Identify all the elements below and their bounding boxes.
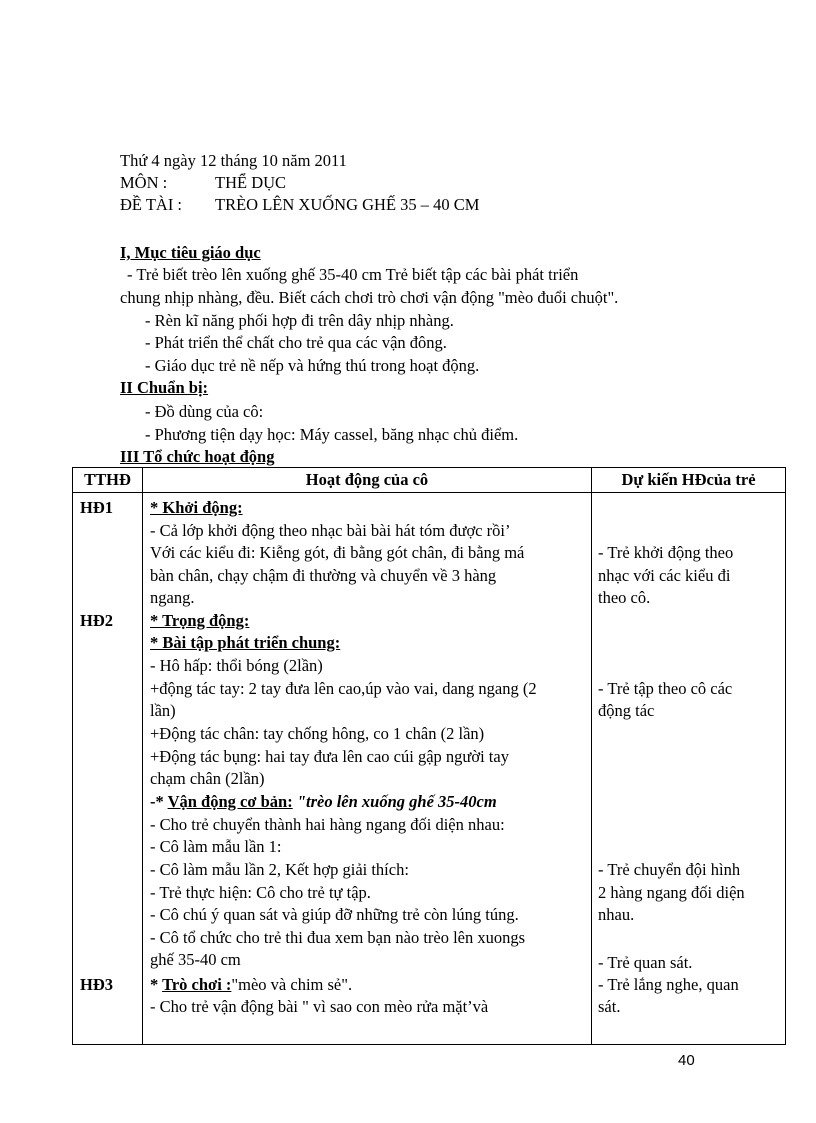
subject-line (120, 172, 286, 194)
table-header-row (73, 468, 786, 493)
teacher-cell (143, 493, 592, 1045)
topic-value: TRÈO LÊN XUỐNG GHẾ 35 – 40 CM (215, 195, 480, 214)
teacher-line: ngang. (150, 588, 195, 607)
child-line: động tác (598, 701, 655, 720)
header-stage: TTHĐ (73, 468, 143, 493)
child-line: - Trẻ quan sát. (598, 953, 693, 972)
child-line: 2 hàng ngang đối diện (598, 883, 745, 902)
teacher-line: chạm chân (2lần) (150, 769, 265, 788)
section2-item: - Phương tiện dạy học: Máy cassel, băng nhạc chủ điểm. (145, 425, 519, 444)
core-title: "trèo lên xuống ghế 35-40cm (292, 792, 497, 811)
main-heading: * Trọng động: (150, 611, 250, 630)
teacher-line: +động tác tay: 2 tay đưa lên cao,úp vào vai, dang ngang (2 (150, 679, 537, 698)
subject-value: THỂ DỤC (215, 173, 287, 192)
stage-hd3: HĐ3 (80, 975, 113, 994)
teacher-line: bàn chân, chạy chậm đi thường và chuyển về 3 hàng (150, 566, 497, 585)
child-line: - Trẻ khởi động theo (598, 543, 734, 562)
teacher-line: - Cô làm mẫu lần 1: (150, 837, 282, 856)
table-body-row (73, 493, 786, 1045)
teacher-line: ghế 35-40 cm (150, 950, 241, 969)
game-label: Trò chơi : (162, 975, 232, 994)
teacher-line: - Cô làm mẫu lần 2, Kết hợp giải thích: (150, 860, 409, 879)
teacher-line: - Hô hấp: thổi bóng (2lần) (150, 656, 323, 675)
teacher-line: - Cô tổ chức cho trẻ thi đua xem bạn nào trèo lên xuongs (150, 928, 526, 947)
header-teacher: Hoạt động của cô (143, 468, 592, 493)
teacher-line: - Cô chú ý quan sát và giúp đỡ những trẻ còn lúng túng. (150, 905, 519, 924)
child-line: - Trẻ tập theo cô các (598, 679, 733, 698)
teacher-line: lần) (150, 701, 176, 720)
section2-item: - Đồ dùng của cô: (145, 402, 264, 421)
child-line: sát. (598, 997, 621, 1016)
topic-label: ĐỀ TÀI : (120, 195, 183, 214)
game-prefix: * (150, 975, 163, 994)
section1-item: - Phát triển thể chất cho trẻ qua các vận đông. (145, 333, 447, 352)
section3-title: III Tổ chức hoạt động (120, 447, 275, 466)
section1-item: - Rèn kĩ năng phối hợp đi trên dây nhịp nhàng. (145, 311, 454, 330)
section2-title: II Chuẩn bị: (120, 378, 209, 397)
core-movement-line (150, 791, 497, 813)
teacher-line: +Động tác bụng: hai tay đưa lên cao cúi gập người tay (150, 747, 509, 766)
stage-hd2: HĐ2 (80, 611, 113, 630)
page-number: 40 (678, 1052, 695, 1069)
exercise-heading: * Bài tập phát triển chung: (150, 633, 341, 652)
section1-line2: chung nhịp nhàng, đều. Biết cách chơi trò chơi vận động "mèo đuổi chuột". (120, 288, 619, 307)
teacher-line: - Cho trẻ chuyển thành hai hàng ngang đối diện nhau: (150, 815, 505, 834)
child-cell (592, 493, 786, 1045)
topic-line (120, 194, 479, 216)
child-line: - Trẻ lắng nghe, quan (598, 975, 739, 994)
teacher-line: - Cho trẻ vận động bài " vì sao con mèo rửa mặt’và (150, 997, 489, 1016)
teacher-line: +Động tác chân: tay chống hông, co 1 chân (2 lần) (150, 724, 485, 743)
teacher-line: - Cả lớp khởi động theo nhạc bài bài hát tóm được rồi’ (150, 521, 511, 540)
game-line (150, 974, 352, 996)
core-prefix: -* (150, 792, 168, 811)
teacher-line: Với các kiểu đi: Kiễng gót, đi bằng gót chân, đi bằng má (150, 543, 525, 562)
header-child: Dự kiến HĐcủa trẻ (592, 468, 786, 493)
core-label: Vận động cơ bản: (167, 792, 293, 811)
section1-line1: - Trẻ biết trèo lên xuống ghế 35-40 cm Trẻ biết tập các bài phát triển (127, 265, 579, 284)
child-line: - Trẻ chuyển đội hình (598, 860, 741, 879)
child-line: nhau. (598, 905, 635, 924)
game-title: "mèo và chim sẻ". (231, 975, 353, 994)
teacher-line: - Trẻ thực hiện: Cô cho trẻ tự tập. (150, 883, 371, 902)
activity-table (72, 467, 786, 1045)
stage-cell (73, 493, 143, 1045)
stage-hd1: HĐ1 (80, 498, 113, 517)
subject-label: MÔN : (120, 173, 168, 192)
section1-item: - Giáo dục trẻ nề nếp và hứng thú trong hoạt động. (145, 356, 480, 375)
date-line: Thứ 4 ngày 12 tháng 10 năm 2011 (120, 151, 347, 170)
child-line: theo cô. (598, 588, 651, 607)
warmup-heading: * Khởi động: (150, 498, 243, 517)
section1-title: I, Mục tiêu giáo dục (120, 243, 261, 262)
child-line: nhạc với các kiểu đi (598, 566, 731, 585)
